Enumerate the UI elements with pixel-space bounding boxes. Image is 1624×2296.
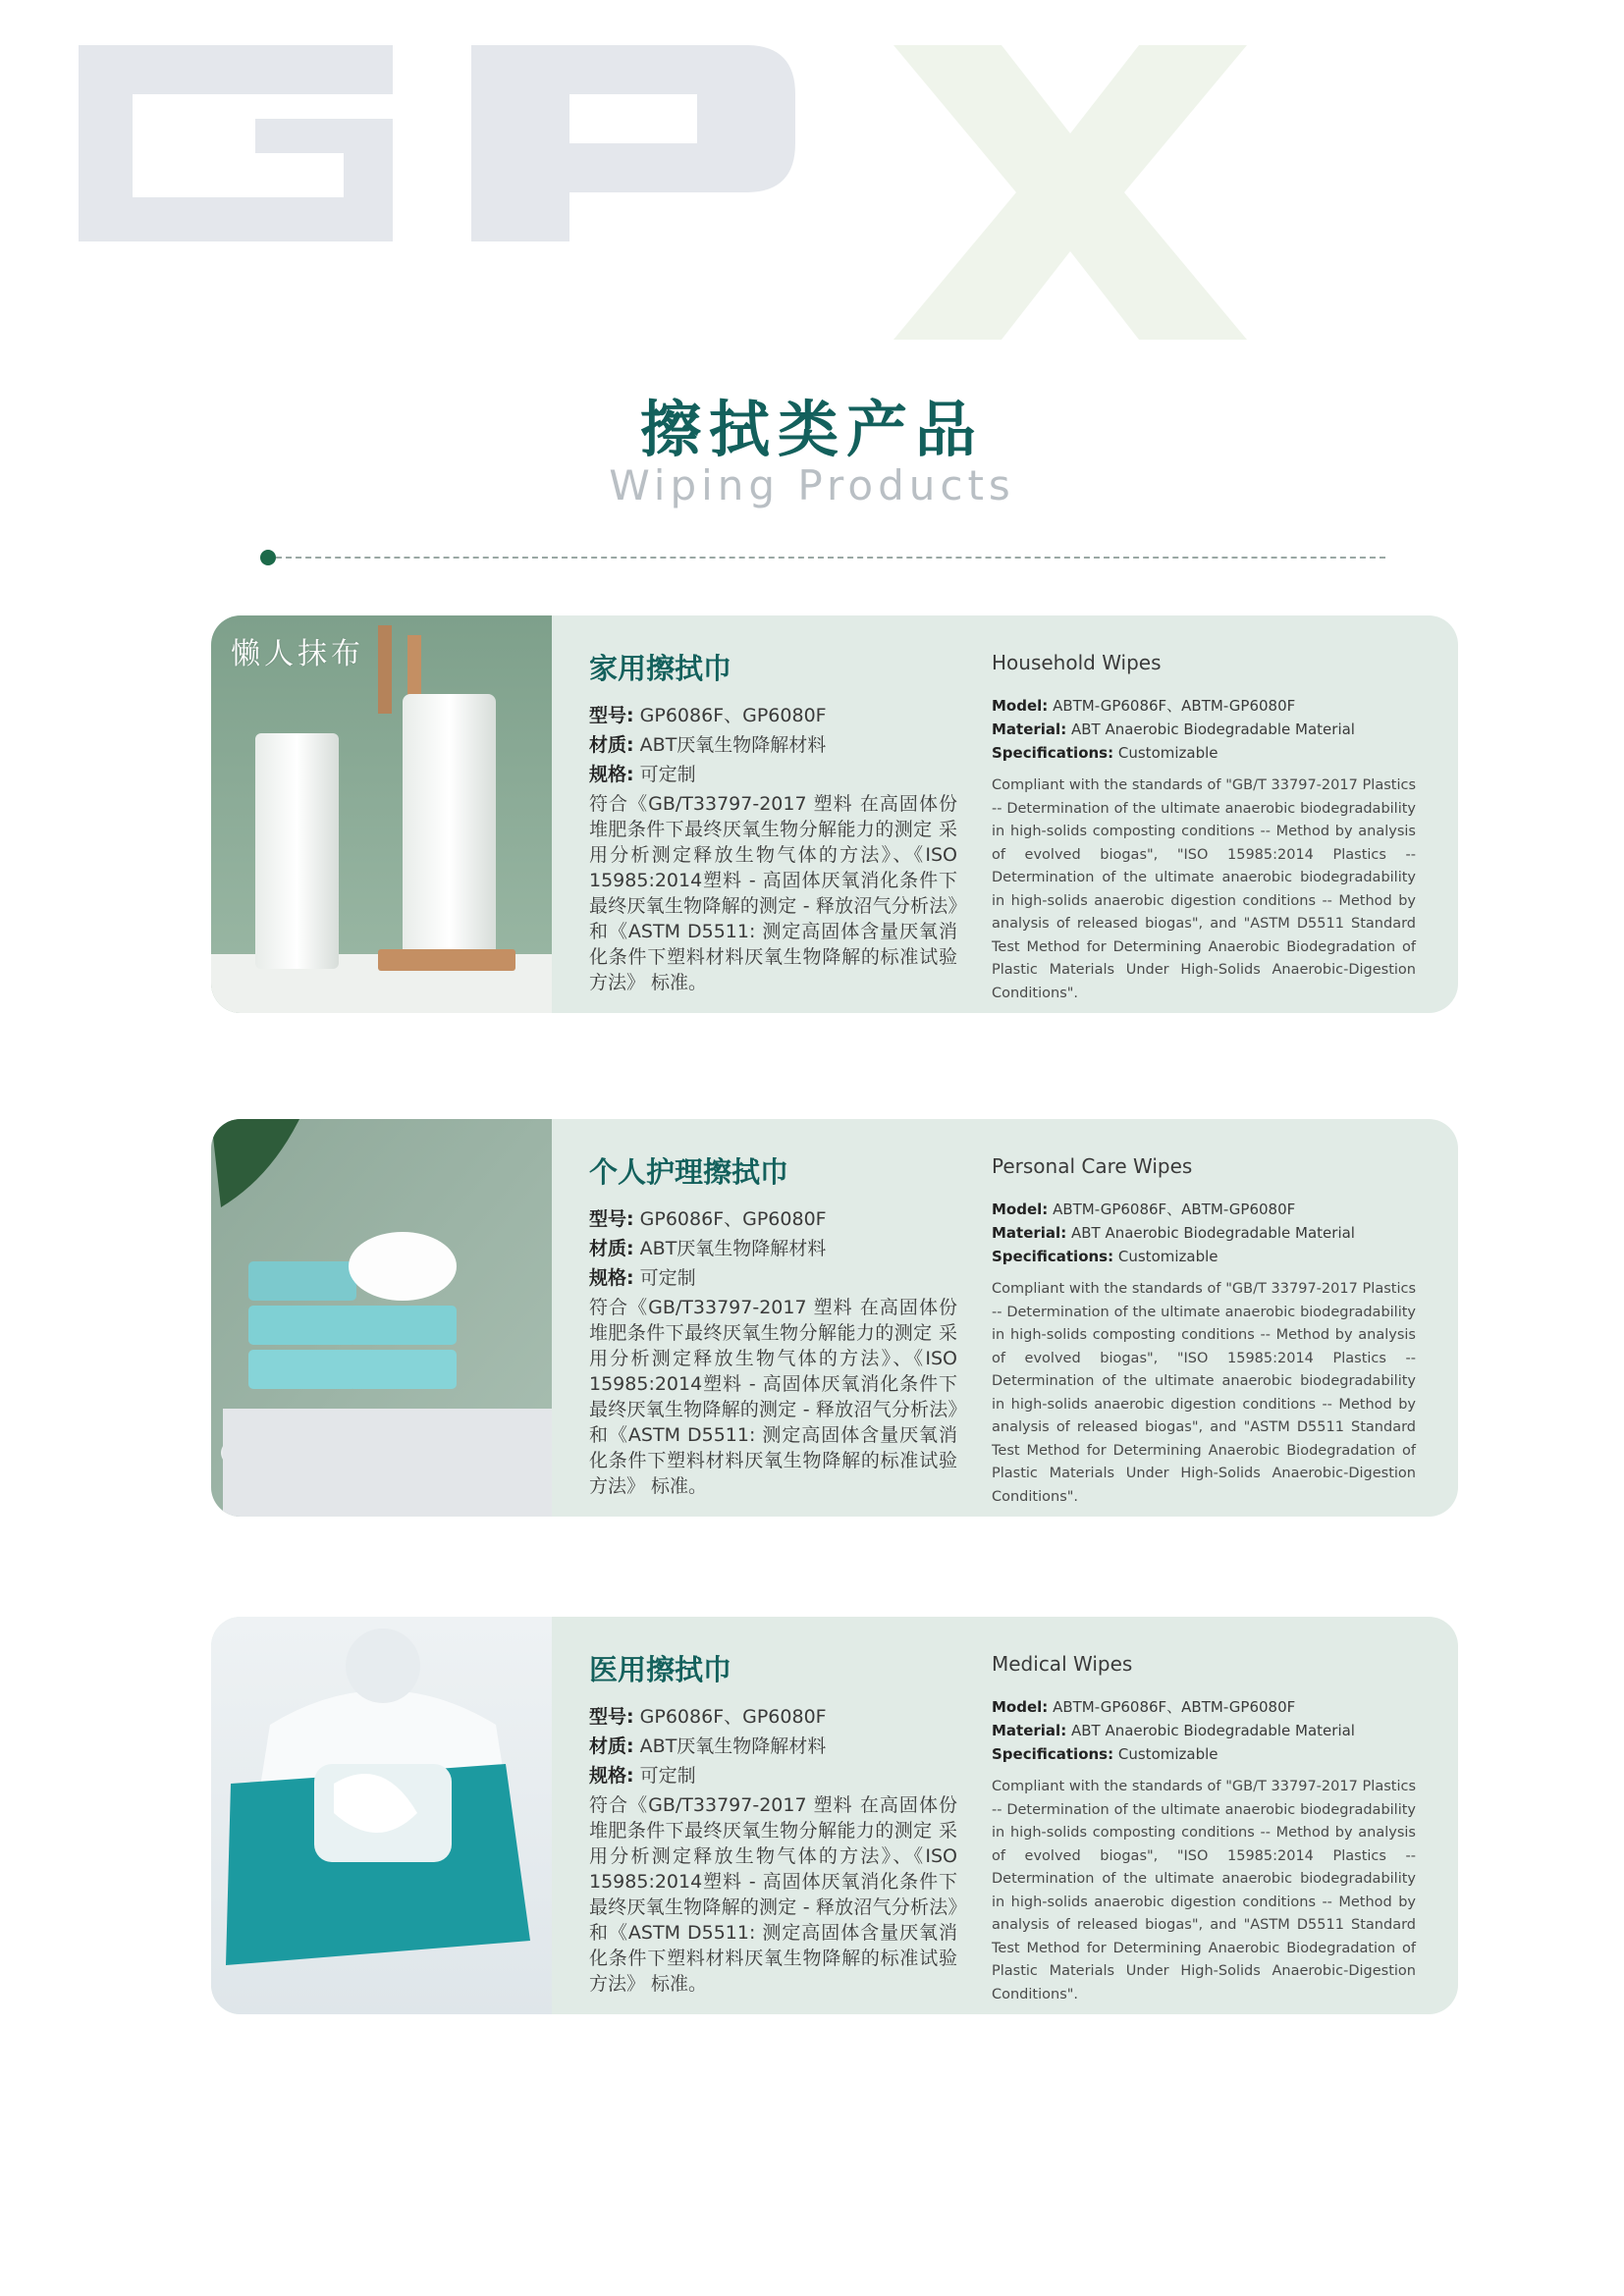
- spec-line-en: Specifications: Customizable: [992, 1248, 1218, 1265]
- divider-line: [276, 557, 1385, 559]
- medical-wipes-pack-image: [211, 1617, 552, 2014]
- en-info: [992, 1154, 1416, 1509]
- material-line-zh: 材质: ABT厌氧生物降解材料: [589, 1735, 827, 1757]
- material-line-zh: 材质: ABT厌氧生物降解材料: [589, 1238, 827, 1259]
- material-line-en: Material: ABT Anaerobic Biodegradable Material: [992, 1722, 1355, 1739]
- zh-info: [589, 1150, 957, 1499]
- en-info: [992, 1652, 1416, 2006]
- spec-line-en: Specifications: Customizable: [992, 1745, 1218, 1763]
- description-en: Compliant with the standards of "GB/T 33797-2017 Plastics -- Determination of the ultimate anaerobic biodegradability in high-solids composting conditions -- Method by analysis of evolved biogas", "ISO 15985:2014 Plastics -- Determination of the ultimate anaerobic biodegradability in high-solids anaerobic digestion conditions -- Method by analysis of released biogas", and "ASTM D5511 Standard Test Method for Determining Anaerobic Biodegradation of Plastic Materials Under High-Solids Anaerobic-Digestion Conditions".: [992, 1779, 1416, 2002]
- wet-wipes-packs-image: [211, 1119, 552, 1517]
- page-title: 擦拭类产品: [639, 394, 984, 465]
- model-line-en: Model: ABTM-GP6086F、ABTM-GP6080F: [992, 1698, 1296, 1716]
- description-zh: 符合《GB/T33797-2017 塑料 在高固体份堆肥条件下最终厌氧生物分解能力的测定 采用分析测定释放生物气体的方法》、《ISO 15985:2014塑料 - 高固体厌氧消化条件下最终厌氧生物降解的测定 - 释放沼气分析法》和《ASTM D5511: 测定高固体含量厌氧消化条件下塑料材料厌氧生物降解的标准试验方法》 标准。: [589, 793, 957, 993]
- model-line-zh: 型号: GP6086F、GP6080F: [589, 1706, 827, 1728]
- spec-line-zh: 规格: 可定制: [589, 1765, 696, 1787]
- description-en: Compliant with the standards of "GB/T 33797-2017 Plastics -- Determination of the ultimate anaerobic biodegradability in high-solids composting conditions -- Method by analysis of evolved biogas", "ISO 15985:2014 Plastics -- Determination of the ultimate anaerobic biodegradability in high-solids anaerobic digestion conditions -- Method by analysis of released biogas", and "ASTM D5511 Standard Test Method for Determining Anaerobic Biodegradation of Plastic Materials Under High-Solids Anaerobic-Digestion Conditions".: [992, 777, 1416, 1001]
- material-line-en: Material: ABT Anaerobic Biodegradable Material: [992, 721, 1355, 738]
- en-info: [992, 651, 1416, 1005]
- product-title-en: Medical Wipes: [992, 1652, 1133, 1676]
- image-caption: 懒人抹布: [231, 637, 364, 671]
- gpx-logo: [59, 35, 1286, 359]
- zh-info: [589, 647, 957, 995]
- description-en: Compliant with the standards of "GB/T 33797-2017 Plastics -- Determination of the ultimate anaerobic biodegradability in high-solids composting conditions -- Method by analysis of evolved biogas", "ISO 15985:2014 Plastics -- Determination of the ultimate anaerobic biodegradability in high-solids anaerobic digestion conditions -- Method by analysis of released biogas", and "ASTM D5511 Standard Test Method for Determining Anaerobic Biodegradation of Plastic Materials Under High-Solids Anaerobic-Digestion Conditions".: [992, 1281, 1416, 1505]
- material-line-zh: 材质: ABT厌氧生物降解材料: [589, 734, 827, 756]
- model-line-en: Model: ABTM-GP6086F、ABTM-GP6080F: [992, 697, 1296, 715]
- description-zh: 符合《GB/T33797-2017 塑料 在高固体份堆肥条件下最终厌氧生物分解能力的测定 采用分析测定释放生物气体的方法》、《ISO 15985:2014塑料 - 高固体厌氧消化条件下最终厌氧生物降解的测定 - 释放沼气分析法》和《ASTM D5511: 测定高固体含量厌氧消化条件下塑料材料厌氧生物降解的标准试验方法》 标准。: [589, 1794, 957, 1995]
- spec-line-zh: 规格: 可定制: [589, 764, 696, 785]
- spec-line-zh: 规格: 可定制: [589, 1267, 696, 1289]
- page-subtitle: Wiping Products: [609, 461, 1015, 509]
- model-line-zh: 型号: GP6086F、GP6080F: [589, 705, 827, 726]
- model-line-zh: 型号: GP6086F、GP6080F: [589, 1208, 827, 1230]
- divider-dot: [260, 550, 276, 565]
- paper-towel-roll-image: [211, 615, 552, 1013]
- zh-info: [589, 1648, 957, 1997]
- product-title-zh: 医用擦拭巾: [589, 1653, 732, 1686]
- spec-line-en: Specifications: Customizable: [992, 744, 1218, 762]
- product-title-zh: 个人护理擦拭巾: [589, 1155, 789, 1189]
- product-card-medical: [211, 1617, 1458, 2014]
- product-card-household: [211, 615, 1458, 1013]
- product-title-en: Household Wipes: [992, 651, 1162, 674]
- product-title-zh: 家用擦拭巾: [589, 652, 732, 685]
- material-line-en: Material: ABT Anaerobic Biodegradable Material: [992, 1224, 1355, 1242]
- product-card-personal-care: [211, 1119, 1458, 1517]
- product-title-en: Personal Care Wipes: [992, 1154, 1193, 1178]
- model-line-en: Model: ABTM-GP6086F、ABTM-GP6080F: [992, 1201, 1296, 1218]
- description-zh: 符合《GB/T33797-2017 塑料 在高固体份堆肥条件下最终厌氧生物分解能力的测定 采用分析测定释放生物气体的方法》、《ISO 15985:2014塑料 - 高固体厌氧消化条件下最终厌氧生物降解的测定 - 释放沼气分析法》和《ASTM D5511: 测定高固体含量厌氧消化条件下塑料材料厌氧生物降解的标准试验方法》 标准。: [589, 1297, 957, 1497]
